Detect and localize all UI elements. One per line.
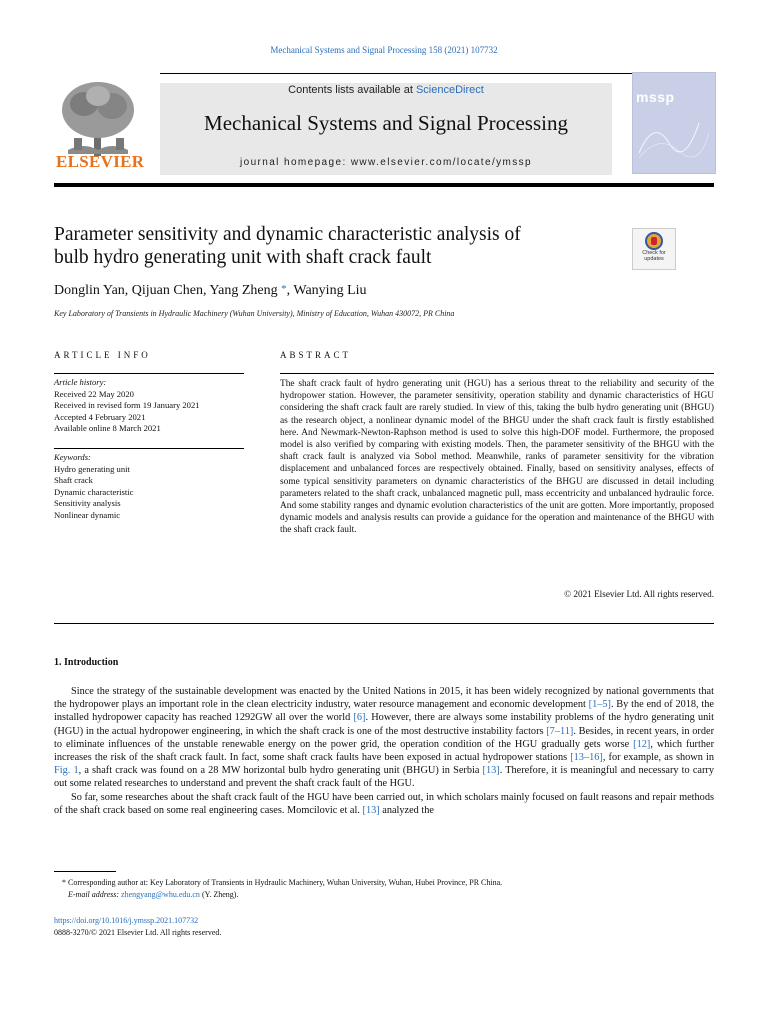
contents-available-line: [160, 84, 612, 96]
doi-block: [54, 915, 221, 939]
cover-title: mssp: [636, 89, 675, 105]
paragraph-text: Since the strategy of the sustainable development was enacted by the United Nations in 2015, it has been widely recognized by national governments that the hydropower plays an important role in the clean electricity industry, water resource management and economic development: [54, 686, 714, 711]
badge-text-1: Check for: [642, 250, 666, 256]
keywords-label: Keywords:: [54, 452, 91, 462]
paragraph-text: . Besides, in recent years, in order to eliminate influences of the unstable renewable energy on the power grid, the operation condition of the HGU gradually gets worse: [54, 725, 715, 750]
citation-link[interactable]: [13]: [362, 804, 380, 816]
footnote-star: *: [62, 878, 66, 887]
journal-homepage: [160, 157, 612, 168]
paragraph-text: , which further increases the risk of the shaft crack fault. In fact, some shaft crack faults have been exposed in actual hydropower stations: [54, 738, 714, 764]
email-link[interactable]: zhengyang@whu.edu.cn: [121, 889, 200, 899]
email-footnote: [54, 889, 714, 901]
journal-header: [54, 72, 714, 172]
abstract-copyright: © 2021 Elsevier Ltd. All rights reserved.: [564, 589, 714, 599]
check-updates-icon: [645, 232, 663, 250]
section-heading-introduction: 1. Introduction: [54, 657, 119, 668]
paragraph-text: analyzed the: [379, 804, 434, 816]
homepage-prefix: journal homepage:: [239, 157, 351, 168]
keywords-block: [54, 452, 133, 521]
abstract-heading: ABSTRACT: [280, 350, 352, 360]
keyword-item: Hydro generating unit: [54, 463, 130, 474]
introduction-body: [54, 685, 714, 817]
authors-after: , Wanying Liu: [286, 283, 367, 298]
corresponding-author-link[interactable]: *: [281, 283, 287, 295]
citation-link[interactable]: [1–5]: [588, 699, 611, 711]
citation-link[interactable]: Fig. 1: [54, 765, 79, 777]
article-info-heading: ARTICLE INFO: [54, 350, 151, 360]
journal-citation-link[interactable]: Mechanical Systems and Signal Processing 158 (2021) 107732: [270, 45, 498, 55]
history-label: Article history:: [54, 377, 107, 387]
doi-link[interactable]: https://doi.org/10.1016/j.ymssp.2021.107732: [54, 916, 199, 925]
citation-link[interactable]: [12]: [633, 738, 651, 750]
author-list: [54, 283, 367, 299]
abstract-bottom-rule: [54, 623, 714, 624]
citation-link[interactable]: [13–16]: [570, 752, 603, 764]
contents-prefix: Contents lists available at: [288, 84, 416, 96]
sciencedirect-link[interactable]: ScienceDirect: [415, 84, 484, 96]
history-item: Received in revised form 19 January 2021: [54, 400, 200, 410]
keyword-item: Sensitivity analysis: [54, 498, 121, 508]
publisher-name: ELSEVIER: [56, 152, 145, 171]
badge-text-2: updates: [644, 256, 664, 262]
history-item: Accepted 4 February 2021: [54, 411, 146, 422]
journal-title: Mechanical Systems and Signal Processing: [204, 111, 568, 135]
paragraph-text: . Therefore, it is meaningful and necessary to carry out some related researches to understand and prevent the shaft crack fault of the HGU.: [54, 765, 714, 790]
paragraph-text: , for example, as shown in: [602, 752, 714, 764]
citation-link[interactable]: [7–11]: [546, 725, 574, 737]
footnote-corresponding-text: Corresponding author at: Key Laboratory of Transients in Hydraulic Machinery, Wuhan University, Wuhan, Hubei Province, PR China.: [66, 878, 503, 887]
keyword-item: Dynamic characteristic: [54, 486, 134, 497]
cover-graphic-icon: [639, 113, 709, 163]
footnotes: [54, 877, 714, 901]
keyword-item: Nonlinear dynamic: [54, 509, 121, 520]
paper-title: [54, 223, 614, 269]
intro-paragraph-1: [54, 685, 714, 791]
paper-title-line-1: Parameter sensitivity and dynamic characteristic analysis of: [54, 224, 521, 245]
email-suffix: (Y. Zheng).: [199, 889, 239, 899]
journal-cover-image: [632, 72, 716, 174]
authors-before: Donglin Yan, Qijuan Chen, Yang Zheng: [54, 283, 278, 298]
history-item: Available online 8 March 2021: [54, 423, 161, 433]
intro-paragraph-2: [54, 791, 714, 817]
paragraph-text: . However, there are always some instability problems of the hydro generating unit (HGU) in the actual hydropower engineering, in which the shaft crack is one of the most destructive instability factors: [54, 712, 714, 737]
header-bottom-rule: [54, 183, 714, 187]
info-rule-2: [54, 448, 244, 449]
keyword-item: Shaft crack: [54, 475, 93, 485]
journal-banner: [160, 83, 612, 175]
citation-link[interactable]: [13]: [482, 765, 500, 777]
history-item: Received 22 May 2020: [54, 388, 134, 399]
corresponding-footnote: [54, 877, 714, 889]
abstract-rule-1: [280, 373, 714, 374]
email-label: E-mail address:: [68, 889, 122, 899]
homepage-url-link[interactable]: www.elsevier.com/locate/ymssp: [350, 157, 533, 168]
header-top-rule: [160, 73, 667, 74]
check-for-updates-badge[interactable]: [632, 228, 676, 270]
info-rule-1: [54, 373, 244, 374]
issn-line: 0888-3270/© 2021 Elsevier Ltd. All rights reserved.: [54, 927, 222, 937]
article-history: [54, 377, 200, 435]
paragraph-text: So far, some researches about the shaft crack fault of the HGU have been carried out, in which scholars mainly focused on fault reasons and repair methods of the shaft crack based on some real engineering cases. Momcilovic et al.: [54, 791, 714, 816]
abstract-text: The shaft crack fault of hydro generating unit (HGU) has a serious threat to the reliability and security of the hydropower station. However, the parameter sensitivity, operation stability and dynamic characteristics of HGU considering the shaft crack fault are rarely studied. In view of this, taking the bulb hydro generating unit (BHGU) as the research object, a nonlinear dynamic model of the BHGU under the shaft crack fault is firstly established here. And Newmark-Newton-Raphson method is used to solve this high-DOF model. Furthermore, the proposed model is also verified by comparing with existing models. Then, the parameter sensitivity of the BHGU with the shaft crack fault is analyzed via Sobol method. Meanwhile, ranks of parameter sensitivity for the vibration displacement and unbalanced forces are respectively obtained. Finally, based on sensitivity analyses, effects of some typical sensitivity parameters on dynamic characteristics of the BHGU are discussed in detail including parameters related to the shaft crack, unbalanced magnetic pull, mass eccentricity and unbalanced hydraulic force. And some stability ranges and dynamic evolution characteristics of the unit are gotten. More importantly, proposed dynamic models and analysis results can provide a guidance for the operation and maintenance of the BHGU with the shaft crack fault.: [280, 379, 714, 536]
paragraph-text: . By the end of 2018, the installed hydropower capacity has reached 1292GW all over the world: [54, 699, 714, 724]
footnote-rule: [54, 871, 116, 872]
citation-link[interactable]: [6]: [353, 712, 366, 724]
paragraph-text: , a shaft crack was found on a 28 MW horizontal bulb hydro generating unit (BHGU) in Serbia: [78, 765, 483, 777]
paper-title-line-2: bulb hydro generating unit with shaft crack fault: [54, 247, 432, 268]
affiliation: Key Laboratory of Transients in Hydraulic Machinery (Wuhan University), Ministry of Education, Wuhan 430072, PR China: [54, 309, 455, 318]
